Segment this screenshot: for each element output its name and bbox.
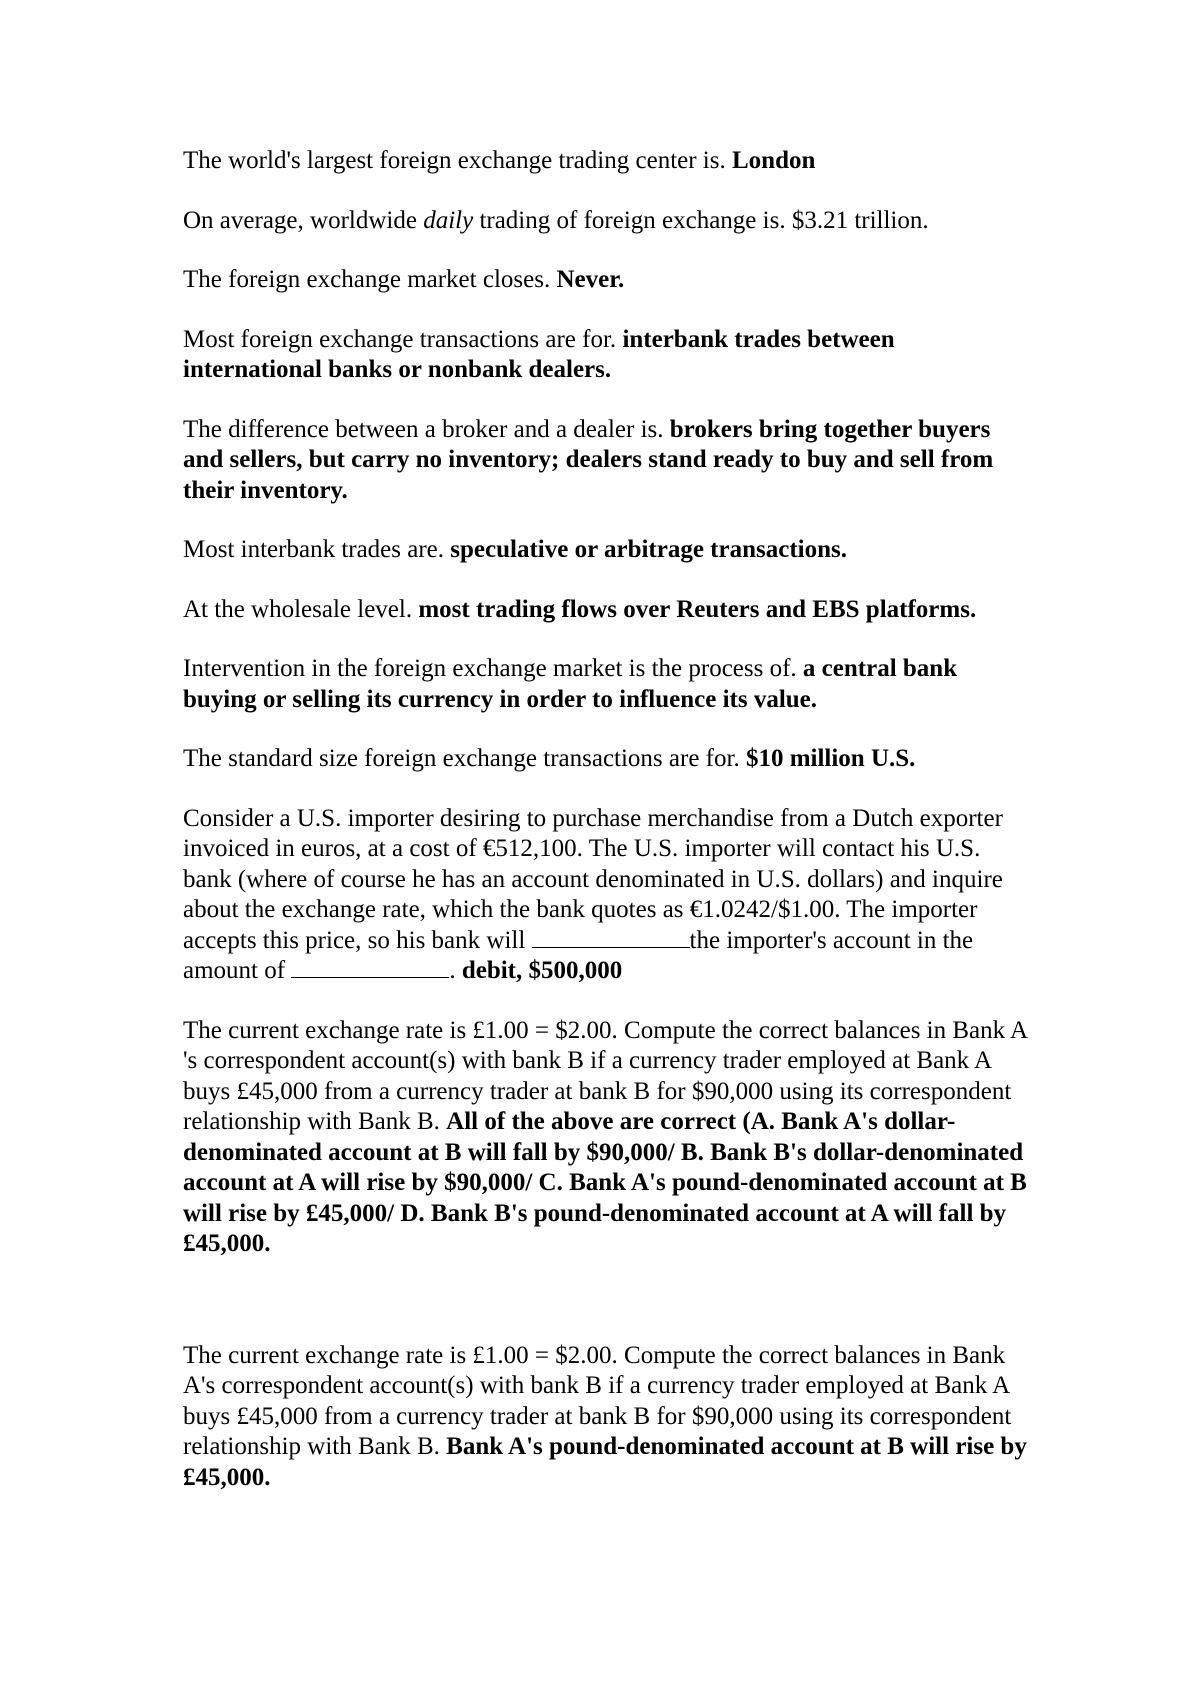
qa-item-3 (183, 265, 1028, 296)
question-text: trading of foreign exchange is. (479, 206, 786, 234)
question-text: Most interbank trades are. (183, 536, 445, 563)
answer-text: $3.21 trillion. (791, 206, 929, 234)
question-text: The world's largest foreign exchange trading center is. (183, 147, 726, 174)
answer-text: speculative or arbitrage transactions. (450, 536, 847, 563)
fill-in-blank (291, 976, 449, 978)
question-text: At the wholesale level. (183, 595, 413, 623)
qa-item-4 (183, 325, 1028, 386)
qa-item-5 (183, 415, 1028, 507)
answer-text: brokers bring together buyers and sellers, but carry no inventory; dealers stand ready to buy and sell from their inventory. (183, 415, 994, 504)
question-text: . (449, 957, 456, 984)
qa-item-11 (183, 1016, 1028, 1260)
qa-item-2 (183, 206, 1028, 237)
answer-text: Never. (556, 266, 625, 293)
answer-text: interbank trades between international banks or nonbank dealers. (183, 325, 895, 383)
spacer (183, 1289, 1028, 1341)
answer-text: a central bank buying or selling its currency in order to influence its value. (183, 655, 958, 713)
question-emphasis: daily (423, 206, 474, 234)
question-text: The current exchange rate is £1.00 = $2.00. Compute the correct balances in Bank A's correspondent account(s) with bank B if a currency trader employed at Bank A buys £45,000 from a currency trader at bank B for $90,000 using its correspondent relationship with Bank B. (183, 1341, 1012, 1460)
question-text: The difference between a broker and a dealer is. (183, 415, 664, 443)
qa-item-6 (183, 535, 1028, 566)
question-text: The foreign exchange market closes. (183, 266, 551, 293)
question-text: The current exchange rate is £1.00 = $2.00. Compute the correct balances in Bank A 's correspondent account(s) with bank B if a currency trader employed at Bank A buys £45,000 from a currency trader at bank B for $90,000 using its correspondent relationship with Bank B. (183, 1016, 1027, 1135)
answer-text: most trading flows over Reuters and EBS platforms. (418, 595, 977, 623)
answer-text: All of the above are correct (A. Bank A's dollar-denominated account at B will fall by $90,000/ B. Bank B's dollar-denominated account at A will rise by $90,000/ C. Bank A's pound-denominated account at B will rise by £45,000/ D. Bank B's pound-denominated account at A will fall by £45,000. (183, 1108, 1027, 1257)
question-text: Intervention in the foreign exchange market is the process of. (183, 655, 797, 682)
answer-text: Bank A's pound-denominated account at B will rise by £45,000. (183, 1433, 1027, 1491)
answer-text: $10 million U.S. (745, 745, 916, 772)
question-text: Most foreign exchange transactions are for. (183, 325, 617, 353)
question-text: the importer's account in the amount of (183, 926, 974, 984)
question-text: The standard size foreign exchange transactions are for. (183, 745, 740, 772)
document-body (183, 146, 1028, 1522)
qa-item-12 (183, 1341, 1028, 1494)
qa-item-9 (183, 744, 1028, 775)
question-text: On average, worldwide (183, 206, 417, 234)
qa-item-8 (183, 654, 1028, 715)
fill-in-blank (532, 946, 690, 948)
qa-item-1 (183, 146, 1028, 177)
answer-text: London (732, 147, 816, 174)
qa-item-7 (183, 595, 1028, 626)
question-text: Consider a U.S. importer desiring to purchase merchandise from a Dutch exporter invoiced in euros, at a cost of €512,100. The U.S. importer will contact his U.S. bank (where of course he has an account denominated in U.S. dollars) and inquire about the exchange rate, which the bank quotes as €1.0242/$1.00. The importer accepts this price, so his bank will (183, 804, 1003, 954)
qa-item-10 (183, 804, 1028, 987)
answer-text: debit, $500,000 (461, 957, 623, 984)
